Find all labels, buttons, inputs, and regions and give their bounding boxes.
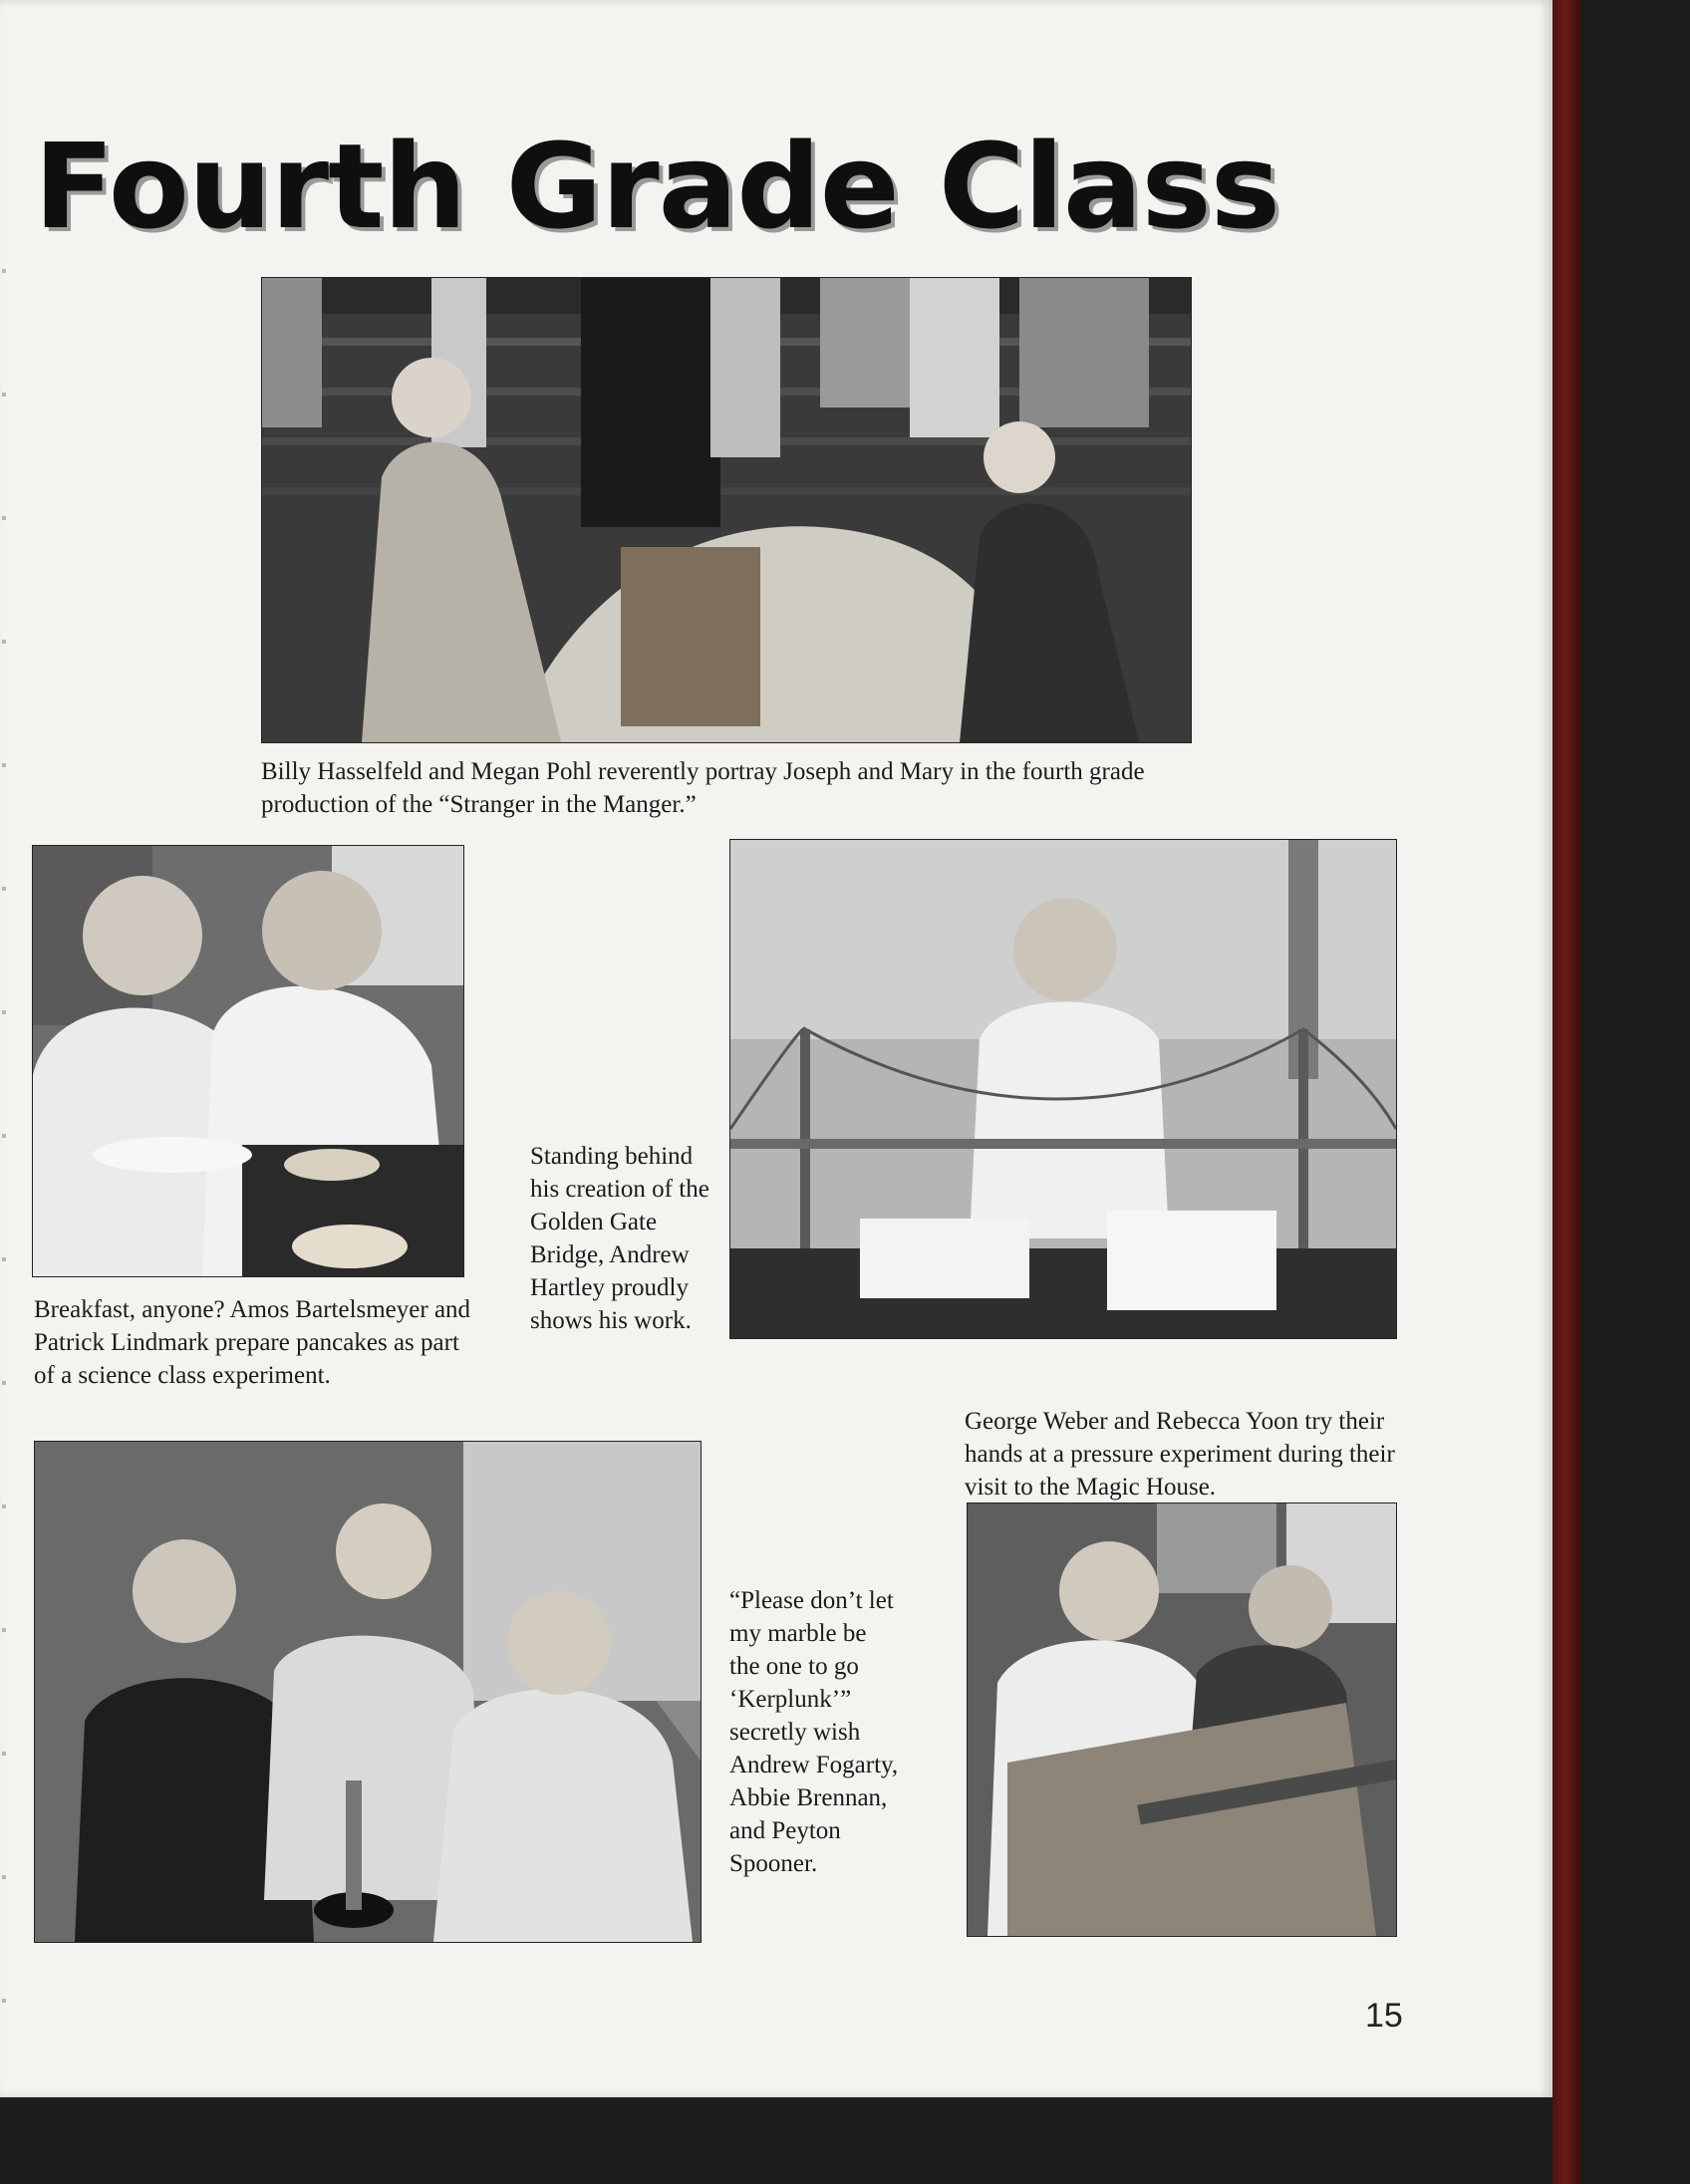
page-edge — [2, 149, 6, 2043]
bridge-photo — [729, 839, 1397, 1339]
bridge-caption: Standing behind his creation of the Golden Gate Bridge, Andrew Hartley proudly shows his work. — [530, 1143, 709, 1334]
pancakes-photo — [32, 845, 464, 1277]
pancakes-caption: Breakfast, anyone? Amos Bartelsmeyer and Patrick Lindmark prepare pancakes as part of a science class experiment. — [34, 1296, 471, 1389]
kerplunk-caption: “Please don’t let my marble be the one to go ‘Kerplunk’” secretly wish Andrew Fogarty, Abbie Brennan, and Peyton Spooner. — [729, 1587, 899, 1877]
kerplunk-photo — [34, 1441, 702, 1943]
nativity-caption: Billy Hasselfeld and Megan Pohl reverently portray Joseph and Mary in the fourth grade production of the “Stranger in the Manger.” — [261, 758, 1145, 818]
pressure-caption: George Weber and Rebecca Yoon try their hands at a pressure experiment during their visit to the Magic House. — [965, 1408, 1395, 1501]
book-spine — [1552, 0, 1580, 2184]
nativity-photo — [261, 277, 1192, 743]
page-title: Fourth Grade Class — [34, 118, 1279, 255]
page-number: 15 — [1365, 1997, 1403, 2035]
pressure-photo — [967, 1502, 1397, 1937]
